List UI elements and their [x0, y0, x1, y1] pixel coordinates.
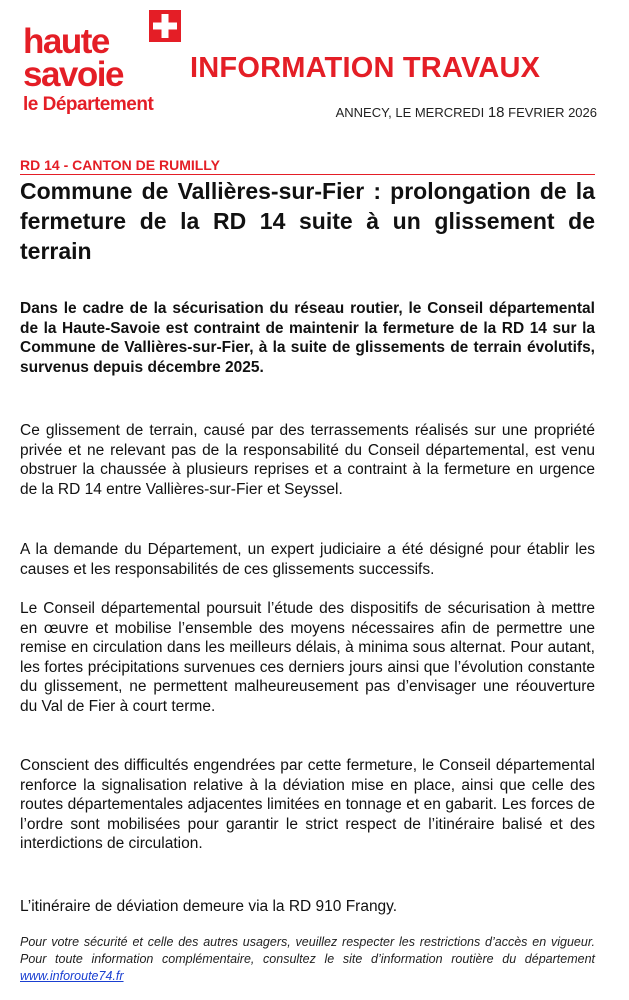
- article-lead: Dans le cadre de la sécurisation du réseau routier, le Conseil départemental de la Haute-Savoie est contraint de maintenir la fermeture de la RD 14 sur la Commune de Vallières-sur-Fier, à la suite de glissements de terrain évolutifs, survenus depuis décembre 2025.: [20, 300, 595, 376]
- footer-text: Pour votre sécurité et celle des autres usagers, veuillez respecter les restrictions d’accès en vigueur. Pour toute information complémentaire, consultez le site d’information routière du département: [20, 935, 595, 966]
- dateline-suffix: FEVRIER 2026: [508, 105, 597, 120]
- article-paragraph: Ce glissement de terrain, causé par des terrassements réalisés sur une propriété privée et ne relevant pas de la responsabilité du Conseil départemental, est venu obstruer la chaussée à plusieurs reprises et a contraint à la fermeture en urgence de la RD 14 entre Vallières-sur-Fier et Seyssel.: [20, 422, 595, 498]
- dateline-day: 18: [487, 104, 505, 121]
- logo-line-haute: haute: [23, 22, 109, 61]
- article-paragraph: Conscient des difficultés engendrées par cette fermeture, le Conseil départemental renforce la signalisation relative à la déviation mise en place, ainsi que celle des routes départementales adjacentes limitées en tonnage et en gabarit. Les forces de l’ordre sont mobilisées pour garantir le strict respect de l’itinéraire balisé et des interdictions de circulation.: [20, 757, 595, 853]
- haute-savoie-logo: [21, 10, 191, 120]
- logo-line-departement: le Département: [23, 94, 154, 115]
- inforoute-link[interactable]: www.inforoute74.fr: [20, 969, 124, 983]
- dateline: [336, 104, 597, 121]
- footer-notice: [20, 934, 595, 985]
- article-paragraph: Le Conseil départemental poursuit l’étude des dispositifs de sécurisation à mettre en œuvre et mobilise l’ensemble des moyens nécessaires afin de permettre une remise en circulation dans les meilleurs délais, à minima sous alternat. Pour autant, les fortes précipitations survenues ces derniers jours ainsi que l’évolution constante du glissement, ne permettent malheureusement pas d’envisager une réouverture du Val de Fier à court terme.: [20, 600, 595, 715]
- banner-title: INFORMATION TRAVAUX: [190, 52, 541, 84]
- article-paragraph: A la demande du Département, un expert judiciaire a été désigné pour établir les causes et les responsabilités de ces glissements successifs.: [20, 541, 595, 578]
- logo-line-savoie: savoie: [23, 55, 123, 94]
- article-title: Commune de Vallières-sur-Fier : prolongation de la fermeture de la RD 14 suite à un glissement de terrain: [20, 178, 595, 264]
- rubric-label: RD 14 - CANTON DE RUMILLY: [20, 157, 220, 173]
- article-paragraph: L’itinéraire de déviation demeure via la RD 910 Frangy.: [20, 898, 398, 915]
- dateline-prefix: ANNECY, LE MERCREDI: [335, 105, 485, 120]
- rubric-divider: [20, 174, 595, 175]
- savoy-cross-icon: [149, 10, 181, 42]
